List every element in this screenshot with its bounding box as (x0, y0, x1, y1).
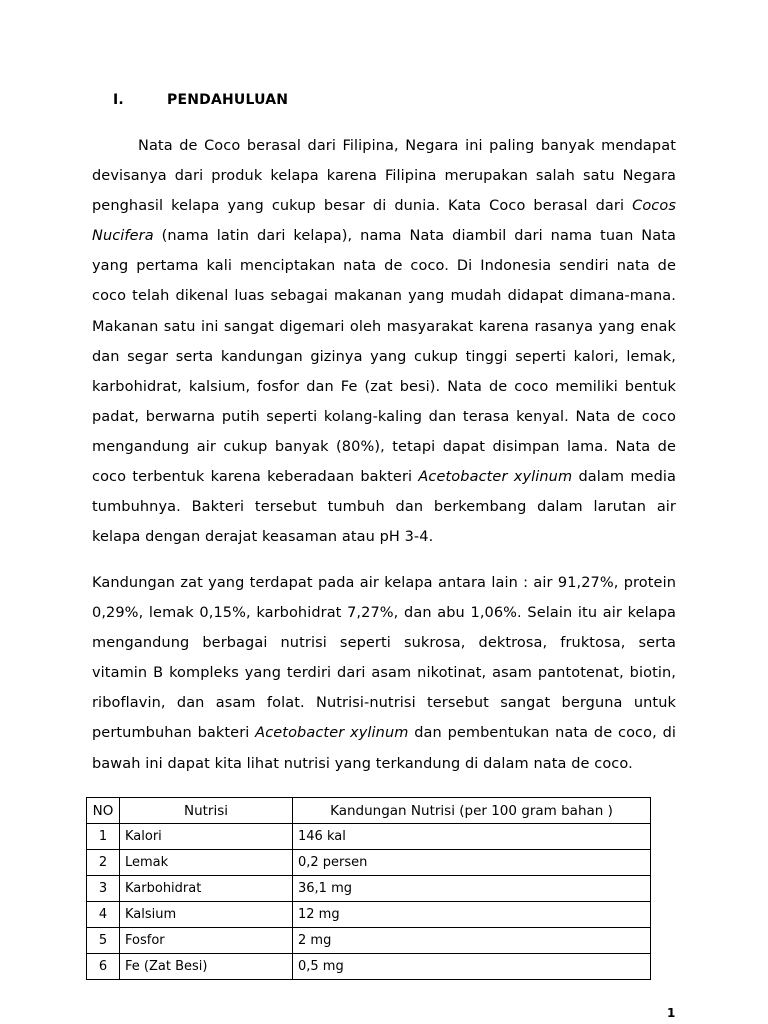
italic-term: Acetobacter xylinum (255, 725, 409, 742)
cell-nutrisi: Lemak (120, 850, 293, 876)
nutrition-table (86, 797, 651, 980)
cell-no: 6 (87, 954, 120, 980)
section-number: I. (113, 92, 124, 108)
italic-term: Acetobacter xylinum (418, 469, 573, 486)
paragraph-text: dan pembentukan nata de coco, di bawah ini dapat kita lihat nutrisi yang terkandung di dalam nata de coco. (92, 725, 677, 772)
header-nutrisi: Nutrisi (120, 798, 293, 824)
paragraph-text: Kandungan zat yang terdapat pada air kelapa antara lain : air 91,27%, protein 0,29%, lemak 0,15%, karbohidrat 7,27%, dan abu 1,06%. Selain itu air kelapa mengandung berbagai nutrisi seperti sukrosa, dektrosa, fruktosa, serta vitamin B kompleks yang terdiri dari asam nikotinat, asam pantotenat, biotin, riboflavin, dan asam folat. Nutrisi-nutrisi tersebut sangat berguna untuk pertumbuhan bakteri (92, 575, 676, 742)
table-row (87, 954, 651, 980)
cell-nutrisi: Kalsium (120, 902, 293, 928)
cell-nutrisi: Fe (Zat Besi) (120, 954, 293, 980)
header-no: NO (87, 798, 120, 824)
cell-no: 5 (87, 928, 120, 954)
paragraph-content (92, 568, 676, 779)
cell-nutrisi: Fosfor (120, 928, 293, 954)
cell-no: 4 (87, 902, 120, 928)
cell-nutrisi: Kalori (120, 824, 293, 850)
paragraph-text: dalam media tumbuhnya. Bakteri tersebut tumbuh dan berkembang dalam larutan air kelapa dengan derajat keasaman atau pH 3-4. (92, 469, 676, 546)
header-kandungan: Kandungan Nutrisi (per 100 gram bahan ) (293, 798, 651, 824)
paragraph-text: (nama latin dari kelapa), nama Nata diambil dari nama tuan Nata yang pertama kali menciptakan nata de coco. Di Indonesia sendiri nata de coco telah dikenal luas sebagai makanan yang mudah didapat dimana-mana. Makanan satu ini sangat digemari oleh masyarakat karena rasanya yang enak dan segar serta kandungan gizinya yang cukup tinggi seperti kalori, lemak, karbohidrat, kalsium, fosfor dan Fe (zat besi). Nata de coco memiliki bentuk padat, berwarna putih seperti kolang-kaling dan terasa kenyal. Nata de coco mengandung air cukup banyak (80%), tetapi dapat disimpan lama. Nata de coco terbentuk karena keberadaan bakteri (92, 228, 676, 486)
cell-no: 3 (87, 876, 120, 902)
paragraph-text: Nata de Coco berasal dari Filipina, Negara ini paling banyak mendapat devisanya dari produk kelapa karena Filipina merupakan salah satu Negara penghasil kelapa yang cukup besar di dunia. Kata Coco berasal dari (92, 138, 676, 215)
table-row (87, 876, 651, 902)
table-row (87, 902, 651, 928)
table-header-row (87, 798, 651, 824)
cell-nutrisi: Karbohidrat (120, 876, 293, 902)
section-title: PENDAHULUAN (167, 92, 289, 108)
cell-no: 2 (87, 850, 120, 876)
cell-kandungan: 2 mg (293, 928, 651, 954)
section-heading (113, 92, 288, 108)
table-row (87, 928, 651, 954)
cell-kandungan: 36,1 mg (293, 876, 651, 902)
cell-kandungan: 12 mg (293, 902, 651, 928)
italic-term: Cocos Nucifera (92, 198, 676, 245)
cell-kandungan: 0,5 mg (293, 954, 651, 980)
cell-kandungan: 0,2 persen (293, 850, 651, 876)
cell-no: 1 (87, 824, 120, 850)
paragraph-intro (92, 131, 676, 552)
table-row (87, 824, 651, 850)
page-number: 1 (667, 1006, 676, 1020)
table-row (87, 850, 651, 876)
cell-kandungan: 146 kal (293, 824, 651, 850)
